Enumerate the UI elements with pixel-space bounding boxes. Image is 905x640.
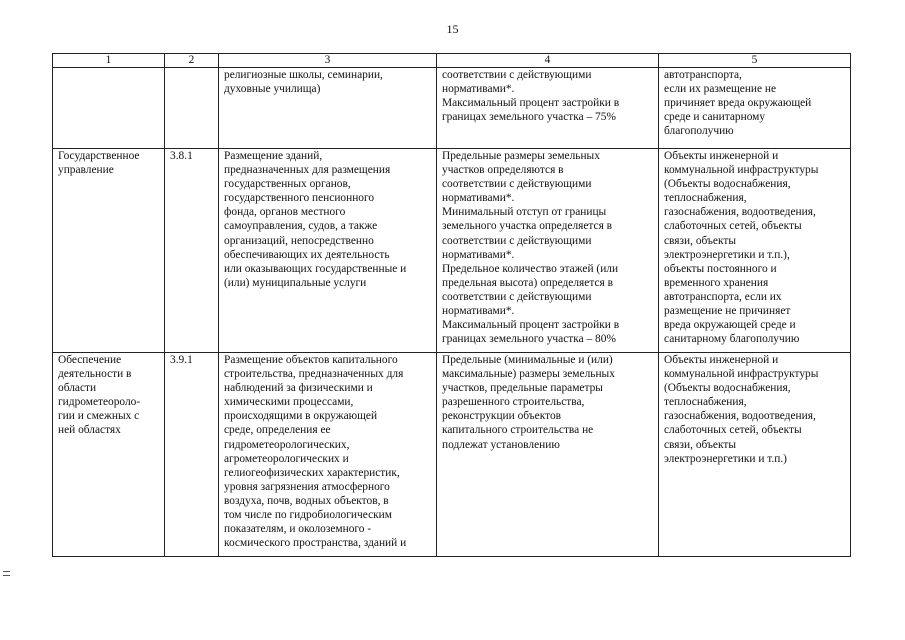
cell-text-line: среде, определения ее (224, 424, 331, 437)
cell-text-line: участков, предельные параметры (442, 382, 603, 395)
cell-text-line: причиняет вреда окружающей (664, 97, 812, 110)
cell-text-line: космического пространства, зданий и (224, 537, 407, 550)
cell-text-line: предельная высота) определяется в (442, 276, 613, 289)
activity-name-cell (53, 149, 165, 353)
margin-marks (3, 571, 10, 579)
cell-text-line: 3.9.1 (170, 354, 193, 366)
cell-text-line: религиозные школы, семинарии, (224, 69, 383, 81)
description-cell (219, 68, 437, 149)
cell-text-line: предназначенных для размещения (224, 164, 391, 177)
cell-text-line: объекты постоянного и (664, 262, 777, 275)
column-header-1: 1 (53, 54, 165, 68)
cell-text-line: или оказывающих государственные и (224, 262, 407, 275)
cell-text-line: строительства, предназначенных для (224, 368, 404, 381)
cell-text-line: нормативами*. (442, 305, 515, 318)
cell-text-line: государственного пенсионного (224, 192, 375, 205)
cell-text-line: теплоснабжения, (664, 396, 747, 409)
cell-text-line: самоуправления, судов, а также (224, 220, 378, 233)
cell-text-line: Объекты инженерной и (664, 150, 779, 162)
cell-text-line: показателям, и околоземного - (224, 523, 372, 536)
cell-text-line: агрометеорологических и (224, 452, 349, 465)
cell-text-line: обеспечивающих их деятельность (224, 248, 390, 261)
code-cell (165, 68, 219, 149)
cell-text-line: (или) муниципальные услуги (224, 276, 367, 289)
cell-text-line: подлежат установлению (442, 438, 560, 451)
cell-text-line: разрешенного строительства, (442, 396, 585, 409)
description-cell (219, 149, 437, 353)
cell-text-line: Максимальный процент застройки в (442, 97, 620, 110)
cell-text-line: коммунальной инфраструктуры (664, 368, 819, 381)
cell-text-line: гелиогеофизических характеристик, (224, 466, 400, 479)
cell-text-line: временного хранения (664, 276, 769, 289)
cell-text-line: (Объекты водоснабжения, (664, 178, 791, 191)
auxiliary-uses-cell (659, 353, 851, 557)
cell-text-line: Размещение объектов капитального (224, 354, 398, 366)
cell-text-line: управление (58, 164, 114, 177)
cell-text-line: земельного участка определяется в (442, 220, 613, 233)
cell-text-line: Предельные (минимальные и (или) (442, 354, 613, 366)
cell-text-line: границах земельного участка – 75% (442, 111, 616, 124)
cell-text-line: деятельности в (58, 368, 132, 381)
cell-text-line: санитарному благополучию (664, 333, 800, 346)
auxiliary-uses-cell (659, 149, 851, 353)
auxiliary-uses-cell (659, 68, 851, 149)
cell-text-line: области (58, 382, 97, 395)
cell-text-line: Государственное (58, 150, 140, 162)
cell-text-line: слаботочных сетей, объекты (664, 220, 802, 233)
cell-text-line: наблюдений за физическими и (224, 382, 373, 395)
cell-text-line: Максимальный процент застройки в (442, 319, 620, 332)
header-row (53, 54, 851, 68)
cell-text-line: нормативами*. (442, 248, 515, 261)
cell-text-line: гидрометеорологических, (224, 438, 350, 451)
cell-text-line: участков определяются в (442, 164, 564, 177)
cell-text-line: электроэнергетики и т.п.), (664, 248, 790, 261)
cell-text-line: связи, объекты (664, 438, 736, 451)
cell-text-line: автотранспорта, если их (664, 290, 782, 303)
column-header-4: 4 (437, 54, 659, 68)
cell-text-line: химическими процессами, (224, 396, 354, 409)
cell-text-line: связи, объекты (664, 234, 736, 247)
cell-text-line: размещение не причиняет (664, 305, 791, 318)
parameters-cell (437, 149, 659, 353)
cell-text-line: воздуха, почв, водных объектов, в (224, 494, 389, 507)
cell-text-line: Минимальный отступ от границы (442, 206, 607, 219)
activity-name-cell (53, 353, 165, 557)
cell-text-line: нормативами*. (442, 83, 515, 96)
cell-text-line: гидрометеороло- (58, 396, 141, 409)
cell-text-line: духовные училища) (224, 83, 321, 96)
description-cell (219, 353, 437, 557)
cell-text-line: газоснабжения, водоотведения, (664, 410, 816, 423)
cell-text-line: если их размещение не (664, 83, 777, 96)
cell-text-line: соответствии с действующими (442, 69, 592, 81)
cell-text-line: максимальные) размеры земельных (442, 368, 615, 381)
page-number: 15 (446, 22, 459, 36)
code-cell (165, 149, 219, 353)
cell-text-line: соответствии с действующими (442, 234, 592, 247)
cell-text-line: электроэнергетики и т.п.) (664, 452, 787, 465)
column-header-2: 2 (165, 54, 219, 68)
cell-text-line: (Объекты водоснабжения, (664, 382, 791, 395)
cell-text-line: происходящими в окружающей (224, 410, 378, 423)
cell-text-line: газоснабжения, водоотведения, (664, 206, 816, 219)
cell-text-line: 3.8.1 (170, 150, 193, 162)
parameters-cell (437, 68, 659, 149)
cell-text-line: Обеспечение (58, 354, 122, 366)
cell-text-line: границах земельного участка – 80% (442, 333, 616, 346)
cell-text-line: Размещение зданий, (224, 150, 323, 162)
cell-text-line: вреда окружающей среде и (664, 319, 796, 332)
column-header-5: 5 (659, 54, 851, 68)
cell-text-line: ней областях (58, 424, 121, 437)
cell-text-line: благополучию (664, 125, 734, 138)
column-header-3: 3 (219, 54, 437, 68)
cell-text-line: гии и смежных с (58, 410, 140, 423)
land-use-table (52, 53, 851, 557)
activity-name-cell (53, 68, 165, 149)
cell-text-line: соответствии с действующими (442, 290, 592, 303)
cell-text-line: фонда, органов местного (224, 206, 346, 219)
cell-text-line: Объекты инженерной и (664, 354, 779, 366)
cell-text-line: нормативами*. (442, 192, 515, 205)
cell-text-line: коммунальной инфраструктуры (664, 164, 819, 177)
cell-text-line: организаций, непосредственно (224, 234, 374, 247)
cell-text-line: реконструкции объектов (442, 410, 562, 423)
cell-text-line: государственных органов, (224, 178, 351, 191)
parameters-cell (437, 353, 659, 557)
cell-text-line: том числе по гидробиологическим (224, 509, 392, 522)
table-row (53, 68, 851, 149)
code-cell (165, 353, 219, 557)
cell-text-line: автотранспорта, (664, 69, 742, 81)
table-row (53, 149, 851, 353)
table-row (53, 353, 851, 557)
cell-text-line: уровня загрязнения атмосферного (224, 480, 390, 493)
cell-text-line: соответствии с действующими (442, 178, 592, 191)
cell-text-line: капитального строительства не (442, 424, 594, 437)
cell-text-line: Предельное количество этажей (или (442, 262, 619, 275)
cell-text-line: среде и санитарному (664, 111, 766, 124)
cell-text-line: Предельные размеры земельных (442, 150, 600, 162)
cell-text-line: теплоснабжения, (664, 192, 747, 205)
cell-text-line: слаботочных сетей, объекты (664, 424, 802, 437)
